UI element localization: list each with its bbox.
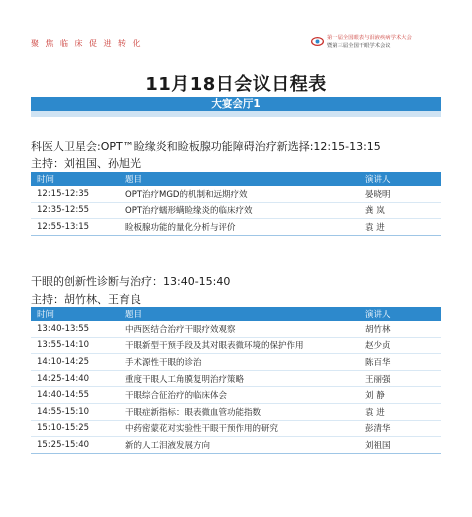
table-row [31, 186, 441, 202]
column-header-time: 时间 [31, 172, 119, 186]
row-time: 14:10-14:25 [31, 354, 119, 371]
column-header-speaker: 演讲人 [359, 172, 441, 186]
table-row [31, 370, 441, 387]
row-topic: OPT治疗蠕形螨睑缘炎的临床疗效 [119, 202, 359, 219]
row-speaker: 赵少贞 [359, 337, 441, 354]
row-speaker: 刘祖国 [359, 437, 441, 454]
row-topic: 睑板腺功能的量化分析与评价 [119, 219, 359, 236]
table-row [31, 202, 441, 219]
row-time: 14:25-14:40 [31, 370, 119, 387]
row-time: 14:40-14:55 [31, 387, 119, 404]
column-header-topic: 题目 [119, 307, 359, 321]
conference-logo [311, 34, 412, 50]
logo-text [327, 34, 412, 50]
row-time: 15:25-15:40 [31, 437, 119, 454]
row-topic: 重度干眼人工角膜复明治疗策略 [119, 370, 359, 387]
row-time: 13:55-14:10 [31, 337, 119, 354]
session-1-table [31, 172, 441, 236]
session-2-chairs: 主持：胡竹林、王育良 [31, 293, 141, 306]
table-header-row [31, 172, 441, 186]
logo-line-2: 暨第三届全国干眼学术会议 [327, 43, 391, 49]
row-time: 12:15-12:35 [31, 186, 119, 202]
column-header-topic: 题目 [119, 172, 359, 186]
row-speaker: 陈百华 [359, 354, 441, 371]
table-row [31, 219, 441, 236]
table-row [31, 387, 441, 404]
table-row [31, 337, 441, 354]
session-2-title: 干眼的创新性诊断与治疗：13:40-15:40 [31, 275, 231, 288]
hall-banner-strip [31, 111, 441, 117]
row-topic: 干眼新型干预手段及其对眼表微环境的保护作用 [119, 337, 359, 354]
session-1-chairs: 主持：刘祖国、孙旭光 [31, 157, 141, 170]
row-time: 14:55-15:10 [31, 403, 119, 420]
row-speaker: 袁 进 [359, 219, 441, 236]
table-header-row [31, 307, 441, 321]
row-speaker: 龚 岚 [359, 202, 441, 219]
row-time: 12:35-12:55 [31, 202, 119, 219]
column-header-time: 时间 [31, 307, 119, 321]
row-speaker: 刘 静 [359, 387, 441, 404]
row-topic: 干眼症新指标：眼表微血管功能指数 [119, 403, 359, 420]
session-1-title: 科医人卫星会:OPT™睑缘炎和睑板腺功能障碍治疗新选择:12:15-13:15 [31, 140, 381, 153]
row-topic: 中西医结合治疗干眼疗效观察 [119, 321, 359, 337]
row-topic: 干眼综合征治疗的临床体会 [119, 387, 359, 404]
column-header-speaker: 演讲人 [359, 307, 441, 321]
row-speaker: 彭清华 [359, 420, 441, 437]
hall-banner: 大宴会厅1 [31, 97, 441, 111]
row-time: 13:40-13:55 [31, 321, 119, 337]
row-topic: OPT治疗MGD的机制和远期疗效 [119, 186, 359, 202]
table-row [31, 437, 441, 454]
row-speaker: 王丽强 [359, 370, 441, 387]
table-row [31, 321, 441, 337]
header-slogan: 聚焦临床促进转化 [31, 39, 147, 48]
page-title: 11月18日会议日程表 [145, 74, 327, 95]
table-row [31, 420, 441, 437]
row-time: 15:10-15:25 [31, 420, 119, 437]
row-speaker: 袁 进 [359, 403, 441, 420]
row-time: 12:55-13:15 [31, 219, 119, 236]
session-2-table [31, 307, 441, 454]
row-speaker: 胡竹林 [359, 321, 441, 337]
row-topic: 中药密蒙花对实验性干眼干预作用的研究 [119, 420, 359, 437]
eye-logo-icon [311, 35, 324, 48]
table-row [31, 354, 441, 371]
table-row [31, 403, 441, 420]
row-topic: 新的人工泪液发展方向 [119, 437, 359, 454]
logo-line-1: 第一届全国眼表与泪液疾病学术大会 [327, 35, 412, 41]
row-topic: 手术源性干眼的诊治 [119, 354, 359, 371]
row-speaker: 晏晓明 [359, 186, 441, 202]
